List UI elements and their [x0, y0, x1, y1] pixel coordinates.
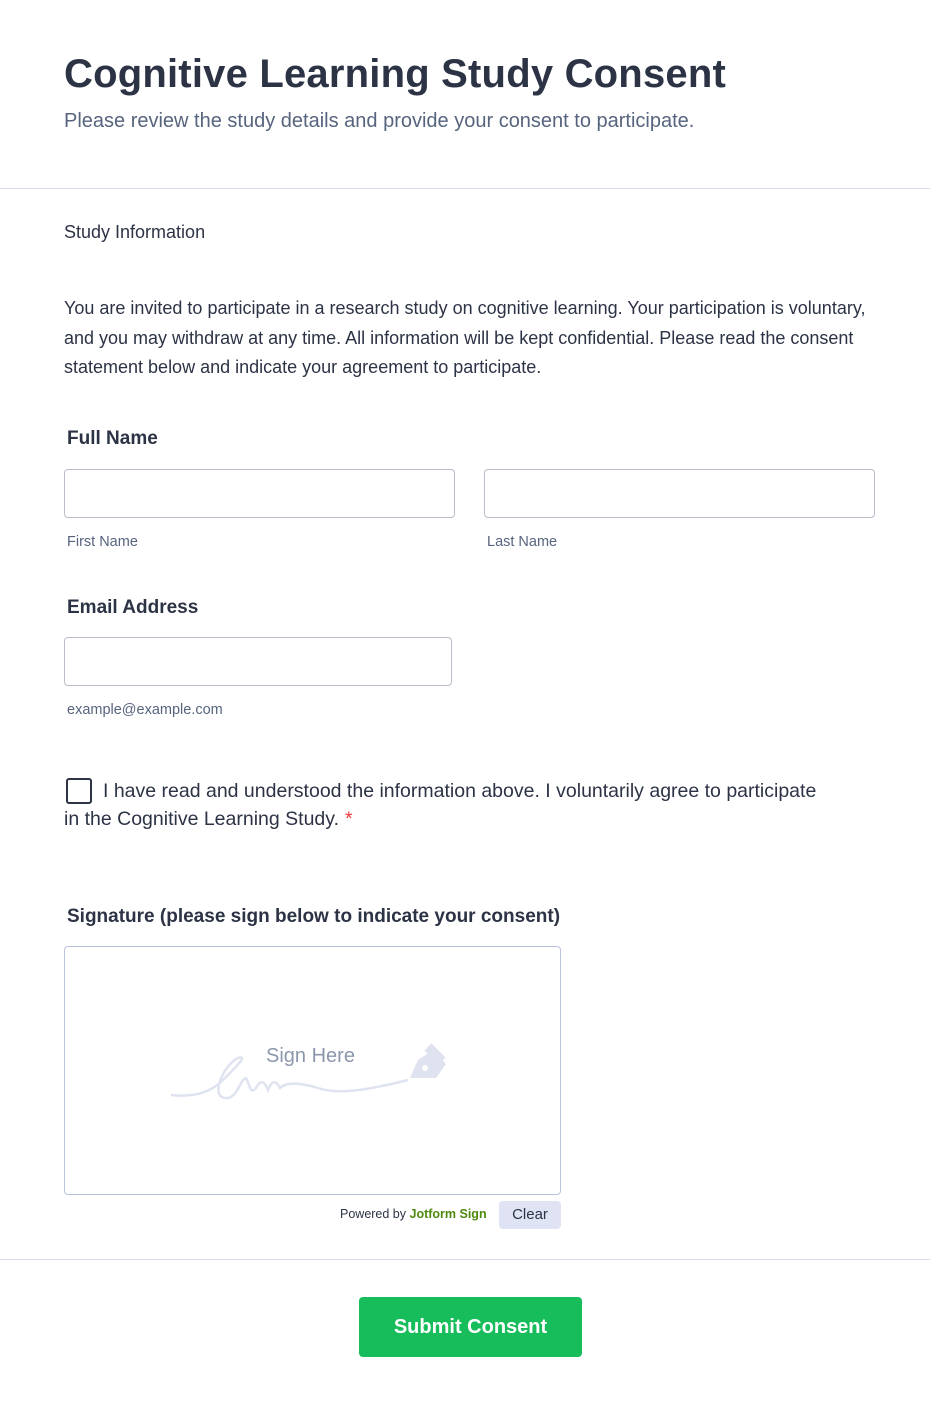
- email-sublabel: example@example.com: [67, 702, 223, 718]
- clear-signature-button[interactable]: Clear: [499, 1201, 561, 1229]
- powered-prefix: Powered by: [340, 1207, 407, 1221]
- consent-text: I have read and understood the information above. I voluntarily agree to participate in the Cognitive Learning Study.: [64, 780, 817, 830]
- submit-button[interactable]: Submit Consent: [359, 1297, 582, 1357]
- section-heading: Study Information: [64, 222, 206, 242]
- full-name-label: Full Name: [67, 428, 158, 449]
- header-divider: [0, 188, 930, 189]
- consent-label: [64, 778, 824, 833]
- footer-divider: [0, 1259, 930, 1260]
- last-name-sublabel: Last Name: [487, 534, 558, 550]
- study-description: You are invited to participate in a research study on cognitive learning. Your participation is voluntary, and you may withdraw at any time. All information will be kept confidential. Please read the consent statement below and indicate your agreement to participate.: [64, 298, 866, 377]
- first-name-sublabel: First Name: [67, 534, 138, 550]
- signature-label: Signature (please sign below to indicate your consent): [67, 906, 561, 927]
- email-label: Email Address: [67, 597, 199, 618]
- powered-by: [340, 1207, 487, 1221]
- last-name-input[interactable]: [484, 469, 875, 518]
- consent-checkbox[interactable]: [66, 778, 92, 804]
- required-asterisk: *: [344, 807, 353, 830]
- page-title: Cognitive Learning Study Consent: [64, 52, 726, 96]
- jotform-sign-brand: Jotform Sign: [409, 1207, 487, 1221]
- sign-here-placeholder: Sign Here: [266, 1045, 355, 1067]
- page-subtitle: Please review the study details and provide your consent to participate.: [64, 110, 695, 132]
- email-input[interactable]: [64, 637, 452, 686]
- first-name-input[interactable]: [64, 469, 455, 518]
